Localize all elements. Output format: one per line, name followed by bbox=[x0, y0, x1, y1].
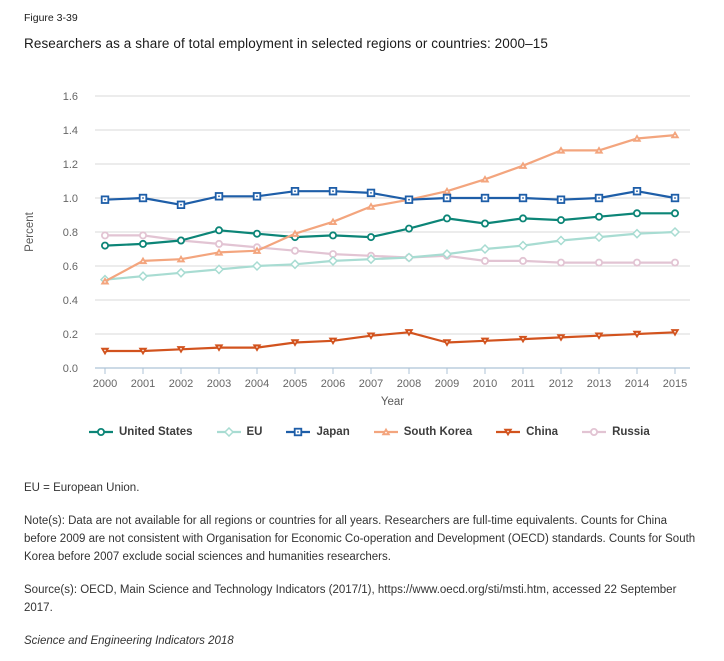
marker-center-dot bbox=[522, 338, 524, 340]
data-point-marker bbox=[671, 228, 679, 236]
marker-center-dot bbox=[218, 346, 220, 348]
x-tick-label: 2011 bbox=[511, 378, 535, 390]
source-text: Source(s): OECD, Main Science and Technology Indicators (2017/1), https://www.oecd.org/sti/msti.htm, accessed 22 September 2017. bbox=[24, 584, 677, 614]
y-tick-label: 1.2 bbox=[62, 159, 78, 171]
x-tick-label: 2013 bbox=[586, 378, 612, 390]
data-point-marker bbox=[672, 210, 678, 216]
series-china bbox=[101, 329, 680, 355]
data-point-marker bbox=[596, 260, 602, 266]
marker-center-dot bbox=[598, 334, 600, 336]
x-axis-title: Year bbox=[380, 396, 405, 408]
marker-center-dot bbox=[142, 197, 144, 199]
data-point-marker bbox=[557, 237, 565, 245]
figure-notes bbox=[24, 479, 700, 661]
y-tick-label: 0.4 bbox=[62, 295, 78, 307]
marker-center-dot bbox=[560, 336, 562, 338]
x-tick-label: 2009 bbox=[434, 378, 460, 390]
data-point-marker bbox=[634, 210, 640, 216]
data-point-marker bbox=[178, 237, 184, 243]
marker-center-dot bbox=[598, 150, 600, 152]
x-tick-label: 2000 bbox=[92, 378, 118, 390]
figure-title: Researchers as a share of total employment in selected regions or countries: 2000–15 bbox=[24, 36, 548, 51]
marker-center-dot bbox=[180, 348, 182, 350]
data-point-marker bbox=[596, 214, 602, 220]
marker-center-dot bbox=[370, 334, 372, 336]
data-point-marker bbox=[102, 243, 108, 249]
legend-label: United States bbox=[119, 426, 193, 438]
y-tick-label: 0.8 bbox=[62, 227, 78, 239]
marker-center-dot bbox=[560, 199, 562, 201]
data-point-marker bbox=[481, 245, 489, 253]
legend-item-china[interactable] bbox=[496, 426, 558, 438]
marker-center-dot bbox=[636, 138, 638, 140]
marker-center-dot bbox=[218, 195, 220, 197]
x-tick-label: 2004 bbox=[244, 378, 270, 390]
marker-center-dot bbox=[674, 197, 676, 199]
legend-item-united-states[interactable] bbox=[89, 426, 193, 438]
marker-center-dot bbox=[104, 350, 106, 352]
marker-center-dot bbox=[484, 339, 486, 341]
series-south-korea bbox=[101, 131, 680, 285]
data-point-marker bbox=[482, 258, 488, 264]
marker-center-dot bbox=[104, 281, 106, 283]
marker-center-dot bbox=[298, 431, 300, 433]
data-point-marker bbox=[329, 257, 337, 265]
x-tick-label: 2001 bbox=[130, 378, 156, 390]
marker-center-dot bbox=[636, 190, 638, 192]
data-point-marker bbox=[482, 220, 488, 226]
legend-item-russia[interactable] bbox=[582, 426, 650, 438]
data-point-marker bbox=[215, 265, 223, 273]
x-tick-label: 2014 bbox=[624, 378, 650, 390]
data-point-marker bbox=[595, 233, 603, 241]
marker-center-dot bbox=[507, 431, 509, 433]
data-point-marker bbox=[254, 231, 260, 237]
data-point-marker bbox=[634, 260, 640, 266]
marker-center-dot bbox=[446, 197, 448, 199]
y-tick-label: 1.6 bbox=[62, 91, 78, 103]
data-point-marker bbox=[558, 217, 564, 223]
data-point-marker bbox=[672, 260, 678, 266]
legend-label: Japan bbox=[316, 426, 350, 438]
marker-center-dot bbox=[370, 192, 372, 194]
data-point-marker bbox=[216, 241, 222, 247]
data-point-marker bbox=[225, 428, 233, 436]
y-tick-label: 0.6 bbox=[62, 261, 78, 273]
notes-text: Note(s): Data are not available for all regions or countries for all years. Researchers are full-time equivalents. Counts for China before 2009 are not consistent with Organisation for Economic Co-operation and Development (OECD) standards. Counts for South Korea before 2007 exclude social sciences and humanities researchers. bbox=[24, 515, 696, 563]
marker-center-dot bbox=[370, 206, 372, 208]
y-axis-title: Percent bbox=[24, 212, 36, 252]
legend-label: Russia bbox=[612, 426, 650, 438]
marker-center-dot bbox=[332, 339, 334, 341]
data-point-marker bbox=[140, 241, 146, 247]
y-tick-label: 1.0 bbox=[62, 193, 78, 205]
x-tick-label: 2015 bbox=[662, 378, 688, 390]
marker-center-dot bbox=[408, 331, 410, 333]
marker-center-dot bbox=[446, 191, 448, 193]
marker-center-dot bbox=[256, 346, 258, 348]
data-point-marker bbox=[519, 242, 527, 250]
figure-number: Figure 3-39 bbox=[24, 12, 78, 24]
data-point-marker bbox=[292, 248, 298, 254]
data-point-marker bbox=[330, 232, 336, 238]
data-point-marker bbox=[633, 230, 641, 238]
data-point-marker bbox=[591, 429, 597, 435]
x-tick-label: 2005 bbox=[282, 378, 308, 390]
x-tick-label: 2012 bbox=[548, 378, 574, 390]
data-point-marker bbox=[520, 258, 526, 264]
publication-credit: Science and Engineering Indicators 2018 bbox=[24, 635, 234, 647]
marker-center-dot bbox=[294, 341, 296, 343]
series-united-states bbox=[102, 210, 678, 248]
data-point-marker bbox=[177, 269, 185, 277]
data-point-marker bbox=[102, 232, 108, 238]
marker-center-dot bbox=[484, 179, 486, 181]
data-point-marker bbox=[406, 226, 412, 232]
marker-center-dot bbox=[522, 197, 524, 199]
marker-center-dot bbox=[142, 350, 144, 352]
y-tick-label: 1.4 bbox=[62, 125, 78, 137]
marker-center-dot bbox=[294, 190, 296, 192]
data-point-marker bbox=[291, 260, 299, 268]
marker-center-dot bbox=[598, 197, 600, 199]
chart-legend bbox=[89, 426, 650, 438]
data-point-marker bbox=[444, 215, 450, 221]
x-tick-label: 2002 bbox=[168, 378, 194, 390]
marker-center-dot bbox=[142, 261, 144, 263]
legend-label: EU bbox=[246, 426, 263, 438]
marker-center-dot bbox=[256, 195, 258, 197]
marker-center-dot bbox=[522, 166, 524, 168]
diamond-legend-marker-icon bbox=[217, 427, 241, 437]
data-point-marker bbox=[139, 272, 147, 280]
circle-legend-marker-icon bbox=[582, 427, 606, 437]
marker-center-dot bbox=[484, 197, 486, 199]
legend-label: South Korea bbox=[403, 426, 473, 438]
line-chart bbox=[0, 85, 724, 417]
marker-center-dot bbox=[294, 234, 296, 236]
data-point-marker bbox=[520, 215, 526, 221]
legend-item-south-korea[interactable] bbox=[374, 426, 472, 438]
data-point-marker bbox=[253, 262, 261, 270]
series-line bbox=[105, 332, 675, 351]
legend-item-japan[interactable] bbox=[286, 426, 349, 438]
marker-center-dot bbox=[446, 341, 448, 343]
marker-center-dot bbox=[218, 252, 220, 254]
y-tick-label: 0.0 bbox=[62, 363, 78, 375]
marker-center-dot bbox=[674, 135, 676, 137]
x-tick-label: 2008 bbox=[396, 378, 422, 390]
triangle-up-legend-marker-icon bbox=[374, 427, 398, 437]
marker-center-dot bbox=[256, 251, 258, 253]
marker-center-dot bbox=[332, 222, 334, 224]
data-point-marker bbox=[140, 232, 146, 238]
data-point-marker bbox=[216, 227, 222, 233]
triangle-down-legend-marker-icon bbox=[496, 427, 520, 437]
x-tick-label: 2003 bbox=[206, 378, 232, 390]
marker-center-dot bbox=[104, 199, 106, 201]
y-tick-label: 0.2 bbox=[62, 329, 78, 341]
x-tick-label: 2006 bbox=[320, 378, 346, 390]
marker-center-dot bbox=[180, 204, 182, 206]
marker-center-dot bbox=[332, 190, 334, 192]
marker-center-dot bbox=[560, 150, 562, 152]
marker-center-dot bbox=[636, 333, 638, 335]
marker-center-dot bbox=[180, 259, 182, 261]
x-tick-label: 2010 bbox=[472, 378, 498, 390]
abbreviation-note: EU = European Union. bbox=[24, 482, 140, 494]
marker-center-dot bbox=[408, 199, 410, 201]
marker-center-dot bbox=[385, 432, 387, 434]
x-tick-label: 2007 bbox=[358, 378, 384, 390]
data-point-marker bbox=[558, 260, 564, 266]
square-legend-marker-icon bbox=[286, 427, 310, 437]
circle-legend-marker-icon bbox=[89, 427, 113, 437]
data-point-marker bbox=[98, 429, 104, 435]
marker-center-dot bbox=[674, 331, 676, 333]
data-point-marker bbox=[368, 234, 374, 240]
legend-label: China bbox=[526, 426, 559, 438]
legend-item-eu[interactable] bbox=[217, 426, 263, 438]
